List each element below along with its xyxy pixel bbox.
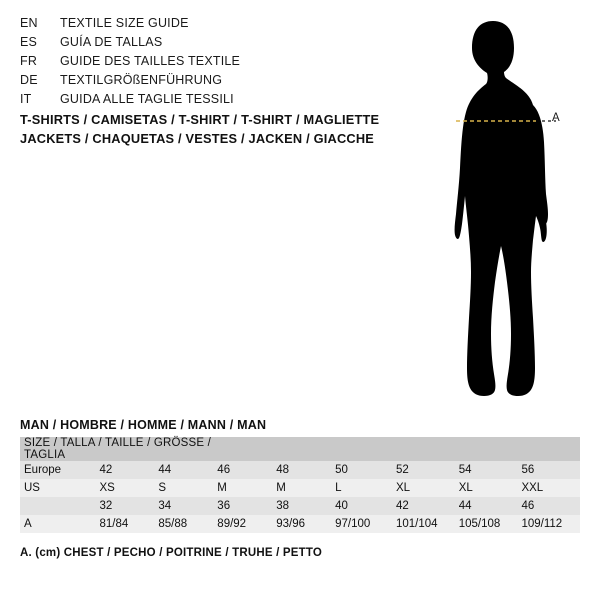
- table-cell: L: [335, 482, 342, 494]
- size-table-area: [20, 418, 580, 559]
- table-cell: 40: [335, 500, 348, 512]
- table-header-cell: [517, 437, 580, 461]
- language-text: GUIDE DES TAILLES TEXTILE: [60, 54, 241, 68]
- language-text: TEXTILGRÖßENFÜHRUNG: [60, 73, 223, 87]
- language-code: ES: [20, 35, 38, 49]
- language-code: FR: [20, 54, 38, 68]
- table-cell: 50: [335, 464, 348, 476]
- table-cell: 42: [395, 500, 409, 512]
- table-cell: 34: [158, 500, 172, 512]
- category-line-jackets: JACKETS / CHAQUETAS / VESTES / JACKEN / GIACCHE: [20, 131, 375, 146]
- table-footnote: A. (cm) CHEST / PECHO / POITRINE / TRUHE / PETTO: [20, 547, 323, 559]
- table-row: [20, 461, 580, 479]
- table-header-cell: [331, 437, 392, 461]
- category-line-tshirts: T-SHIRTS / CAMISETAS / T-SHIRT / T-SHIRT / MAGLIETTE: [20, 112, 380, 127]
- language-row: [20, 92, 400, 111]
- table-cell: S: [158, 482, 167, 494]
- table-cell: 46: [217, 464, 231, 476]
- size-table: [20, 437, 580, 533]
- row-label: [20, 497, 95, 515]
- table-header-cell: [392, 437, 455, 461]
- table-cell: XL: [458, 482, 473, 494]
- language-code: IT: [20, 92, 32, 106]
- table-title: MAN / HOMBRE / HOMME / MANN / MAN: [20, 418, 267, 432]
- table-row: [20, 515, 580, 533]
- table-cell: 81/84: [99, 518, 129, 530]
- category-block: [20, 110, 420, 148]
- table-cell: 93/96: [276, 518, 305, 530]
- language-text: GUÍA DE TALLAS: [60, 35, 163, 49]
- table-cell: 32: [99, 500, 113, 512]
- table-header-cell: [213, 437, 272, 461]
- language-code: EN: [20, 16, 38, 30]
- table-cell: XS: [99, 482, 115, 494]
- table-cell: 46: [521, 500, 535, 512]
- table-cell: 42: [99, 464, 113, 476]
- table-cell: 38: [276, 500, 290, 512]
- measure-label-a: A: [552, 112, 561, 124]
- table-cell: 52: [395, 464, 409, 476]
- table-cell: 105/108: [458, 518, 501, 530]
- body-figure: [400, 10, 600, 410]
- table-cell: 44: [158, 464, 172, 476]
- language-header-block: [20, 16, 400, 111]
- language-row: [20, 54, 400, 73]
- table-header-cell: [272, 437, 331, 461]
- table-cell: 97/100: [335, 518, 371, 530]
- table-row: [20, 479, 580, 497]
- table-header-cell: [455, 437, 518, 461]
- table-cell: 85/88: [158, 518, 188, 530]
- row-label: US: [24, 482, 40, 494]
- table-header-row: [20, 437, 580, 461]
- table-cell: 89/92: [217, 518, 247, 530]
- language-row: [20, 73, 400, 92]
- row-label: A: [24, 518, 32, 530]
- table-cell: 36: [217, 500, 231, 512]
- table-row: [20, 497, 580, 515]
- row-label: Europe: [24, 464, 62, 476]
- male-silhouette-icon: [400, 10, 600, 410]
- table-cell: 48: [276, 464, 290, 476]
- language-text: TEXTILE SIZE GUIDE: [60, 16, 189, 30]
- language-row: [20, 35, 400, 54]
- table-header-label: SIZE / TALLA / TAILLE / GRÖSSE / TAGLIA: [24, 437, 212, 461]
- table-cell: XL: [395, 482, 411, 494]
- table-cell: 109/112: [521, 518, 563, 530]
- table-cell: M: [217, 482, 227, 494]
- language-code: DE: [20, 73, 38, 87]
- table-cell: 44: [458, 500, 472, 512]
- table-cell: 101/104: [395, 518, 438, 530]
- table-cell: 54: [458, 464, 472, 476]
- table-cell: XXL: [521, 482, 544, 494]
- language-text: GUIDA ALLE TAGLIE TESSILI: [60, 92, 234, 106]
- table-cell: M: [276, 482, 286, 494]
- language-row: [20, 16, 400, 35]
- table-cell: 56: [521, 464, 535, 476]
